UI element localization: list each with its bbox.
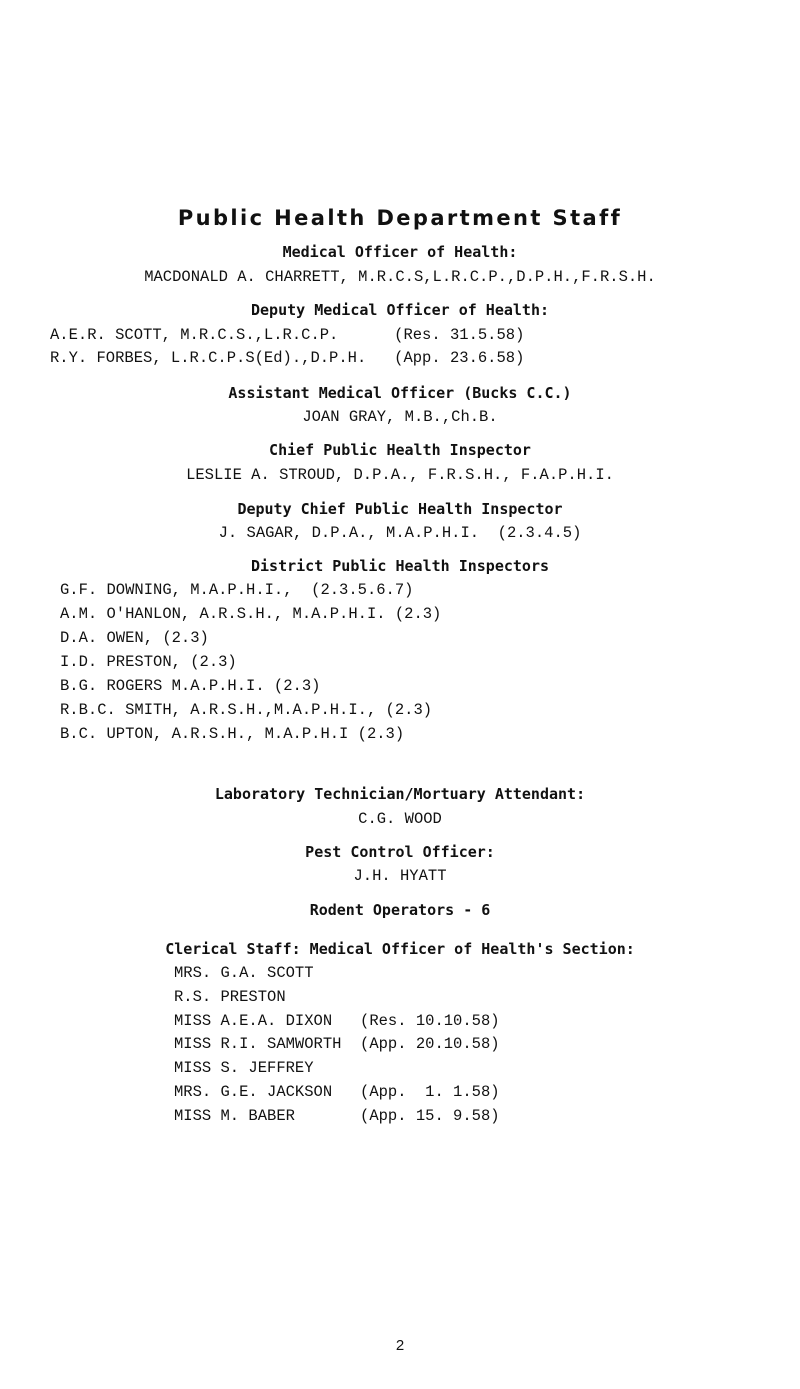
district-phi-line: B.G. ROGERS M.A.P.H.I. (2.3): [60, 677, 321, 695]
clerical-line: MISS S. JEFFREY: [174, 1059, 314, 1077]
clerical-line: MRS. G.E. JACKSON (App. 1. 1.58): [174, 1083, 500, 1101]
page-title: Public Health Department Staff: [177, 206, 623, 230]
clerical-line: MRS. G.A. SCOTT: [174, 964, 314, 982]
clerical-line: R.S. PRESTON: [174, 988, 286, 1006]
district-phi-line: R.B.C. SMITH, A.R.S.H.,M.A.P.H.I., (2.3): [60, 701, 433, 719]
chief-phi-heading: Chief Public Health Inspector: [269, 441, 531, 459]
deputy-chief-phi-name: J. SAGAR, D.P.A., M.A.P.H.I. (2.3.4.5): [218, 524, 582, 542]
district-phi-line: D.A. OWEN, (2.3): [60, 629, 209, 647]
moh-heading: Medical Officer of Health:: [282, 243, 518, 261]
district-phi-line: B.C. UPTON, A.R.S.H., M.A.P.H.I (2.3): [60, 725, 405, 743]
chief-phi-name: LESLIE A. STROUD, D.P.A., F.R.S.H., F.A.P.H.I.: [186, 466, 614, 484]
moh-name: MACDONALD A. CHARRETT, M.R.C.S,L.R.C.P.,D.P.H.,F.R.S.H.: [144, 268, 656, 286]
deputy-moh-line: R.Y. FORBES, L.R.C.P.S(Ed).,D.P.H. (App. 23.6.58): [50, 349, 525, 367]
district-phi-line: I.D. PRESTON, (2.3): [60, 653, 237, 671]
lab-tech-name: C.G. WOOD: [358, 810, 442, 828]
deputy-moh-heading: Deputy Medical Officer of Health:: [250, 301, 549, 319]
pest-control-name: J.H. HYATT: [353, 867, 447, 885]
clerical-heading: Clerical Staff: Medical Officer of Health's Section:: [165, 940, 635, 958]
assistant-mo-heading: Assistant Medical Officer (Bucks C.C.): [228, 384, 572, 402]
deputy-chief-phi-heading: Deputy Chief Public Health Inspector: [237, 500, 563, 518]
district-phi-line: A.M. O'HANLON, A.R.S.H., M.A.P.H.I. (2.3): [60, 605, 442, 623]
clerical-line: MISS A.E.A. DIXON (Res. 10.10.58): [174, 1012, 500, 1030]
district-phi-line: G.F. DOWNING, M.A.P.H.I., (2.3.5.6.7): [60, 581, 414, 599]
pest-control-heading: Pest Control Officer:: [305, 843, 495, 861]
page-number: 2: [395, 1337, 405, 1354]
clerical-line: MISS R.I. SAMWORTH (App. 20.10.58): [174, 1035, 500, 1053]
clerical-line: MISS M. BABER (App. 15. 9.58): [174, 1107, 500, 1125]
district-phi-heading: District Public Health Inspectors: [250, 557, 549, 575]
assistant-mo-name: JOAN GRAY, M.B.,Ch.B.: [302, 408, 498, 426]
deputy-moh-line: A.E.R. SCOTT, M.R.C.S.,L.R.C.P. (Res. 31.5.58): [50, 326, 525, 344]
rodent-heading: Rodent Operators - 6: [309, 901, 491, 919]
lab-tech-heading: Laboratory Technician/Mortuary Attendant:: [214, 785, 586, 803]
